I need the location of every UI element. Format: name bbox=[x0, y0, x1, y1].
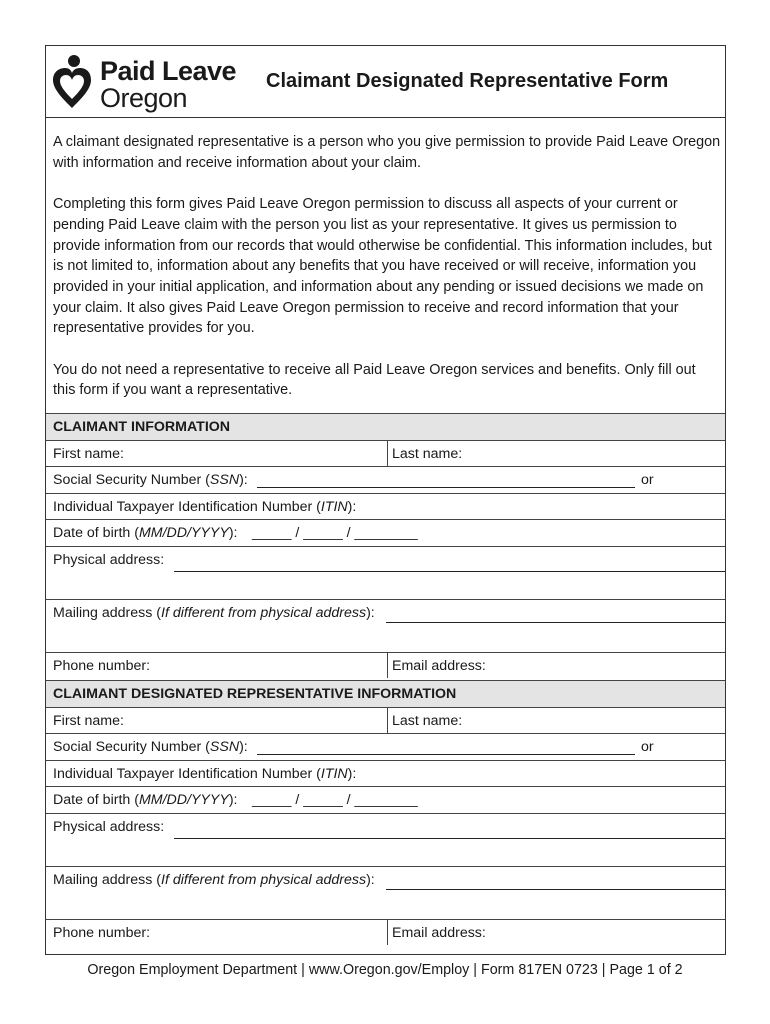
claimant-name-row bbox=[46, 440, 725, 467]
claimant-section-header bbox=[46, 413, 725, 440]
form-header bbox=[46, 46, 725, 118]
intro-text bbox=[53, 132, 721, 422]
or-label: or bbox=[641, 472, 654, 488]
heart-person-icon bbox=[52, 54, 92, 110]
mailing-address-input-line[interactable] bbox=[386, 622, 725, 623]
section-title: CLAIMANT INFORMATION bbox=[53, 419, 231, 435]
ssn-label: Social Security Number (SSN): bbox=[53, 739, 248, 755]
intro-paragraph-1: A claimant designated representative is a person who you give permission to provide Paid Leave Oregon with information and receive information about your claim. bbox=[53, 134, 721, 171]
email-cell[interactable] bbox=[387, 920, 725, 946]
logo-text-oregon: Oregon bbox=[100, 83, 188, 113]
physical-address-label: Physical address: bbox=[53, 551, 165, 568]
paid-leave-oregon-logo bbox=[52, 54, 252, 112]
section-title: CLAIMANT DESIGNATED REPRESENTATIVE INFORMATION bbox=[53, 686, 457, 702]
representative-section-header bbox=[46, 680, 725, 707]
representative-physical-address-row bbox=[46, 813, 725, 866]
claimant-itin-row bbox=[46, 493, 725, 520]
claimant-physical-address-row bbox=[46, 546, 725, 599]
representative-name-row bbox=[46, 707, 725, 734]
form-frame bbox=[45, 45, 726, 955]
claimant-dob-row bbox=[46, 519, 725, 546]
logo-text-paid-leave: Paid Leave bbox=[100, 56, 237, 86]
itin-label: Individual Taxpayer Identification Number (ITIN): bbox=[53, 765, 357, 782]
physical-address-input-line[interactable] bbox=[174, 838, 725, 839]
representative-ssn-row bbox=[46, 733, 725, 760]
claimant-section bbox=[46, 413, 725, 678]
phone-label: Phone number: bbox=[53, 657, 151, 674]
last-name-cell[interactable] bbox=[387, 441, 725, 467]
intro-paragraph-2: Completing this form gives Paid Leave Oregon permission to discuss all aspects of your current or pending Paid Leave claim with the person you list as your representative. It gives us permission to provide information from our records that would otherwise be confidential. This information includes, but is not limited to, information about any benefits that you have received or will receive, information you provided in your initial application, and information about any pending or issued decisions we made on your claim. It also gives Paid Leave Oregon permission to receive and record information that your representative provides for you. bbox=[53, 196, 712, 337]
representative-contact-row bbox=[46, 919, 725, 946]
representative-mailing-address-row bbox=[46, 866, 725, 919]
representative-section bbox=[46, 680, 725, 945]
mailing-address-input-line[interactable] bbox=[386, 889, 725, 890]
claimant-ssn-row bbox=[46, 466, 725, 493]
email-cell[interactable] bbox=[387, 653, 725, 679]
representative-dob-row bbox=[46, 786, 725, 813]
last-name-label: Last name: bbox=[392, 712, 463, 729]
or-label: or bbox=[641, 739, 654, 755]
intro-paragraph-3: You do not need a representative to receive all Paid Leave Oregon services and benefits. Only fill out this form if you want a representative. bbox=[53, 361, 696, 399]
page-footer: Oregon Employment Department | www.Oregon.gov/Employ | Form 817EN 0723 | Page 1 of 2 bbox=[87, 962, 683, 978]
email-label: Email address: bbox=[392, 657, 486, 674]
last-name-cell[interactable] bbox=[387, 708, 725, 734]
mailing-address-label: Mailing address (If different from physical address): bbox=[53, 604, 375, 621]
dob-input[interactable]: _____ / _____ / ________ bbox=[252, 525, 418, 541]
ssn-input-line[interactable] bbox=[257, 487, 635, 488]
ssn-input-line[interactable] bbox=[257, 754, 635, 755]
dob-input[interactable]: _____ / _____ / ________ bbox=[252, 792, 418, 808]
physical-address-input-line[interactable] bbox=[174, 571, 725, 572]
physical-address-label: Physical address: bbox=[53, 818, 165, 835]
claimant-contact-row bbox=[46, 652, 725, 679]
first-name-label: First name: bbox=[53, 445, 124, 462]
dob-label: Date of birth (MM/DD/YYYY): bbox=[53, 792, 238, 808]
email-label: Email address: bbox=[392, 924, 486, 941]
phone-label: Phone number: bbox=[53, 924, 151, 941]
dob-label: Date of birth (MM/DD/YYYY): bbox=[53, 525, 238, 541]
claimant-mailing-address-row bbox=[46, 599, 725, 652]
representative-itin-row bbox=[46, 760, 725, 787]
last-name-label: Last name: bbox=[392, 445, 463, 462]
mailing-address-label: Mailing address (If different from physical address): bbox=[53, 871, 375, 888]
first-name-label: First name: bbox=[53, 712, 124, 729]
ssn-label: Social Security Number (SSN): bbox=[53, 472, 248, 488]
form-title: Claimant Designated Representative Form bbox=[266, 70, 669, 92]
itin-label: Individual Taxpayer Identification Number (ITIN): bbox=[53, 498, 357, 515]
